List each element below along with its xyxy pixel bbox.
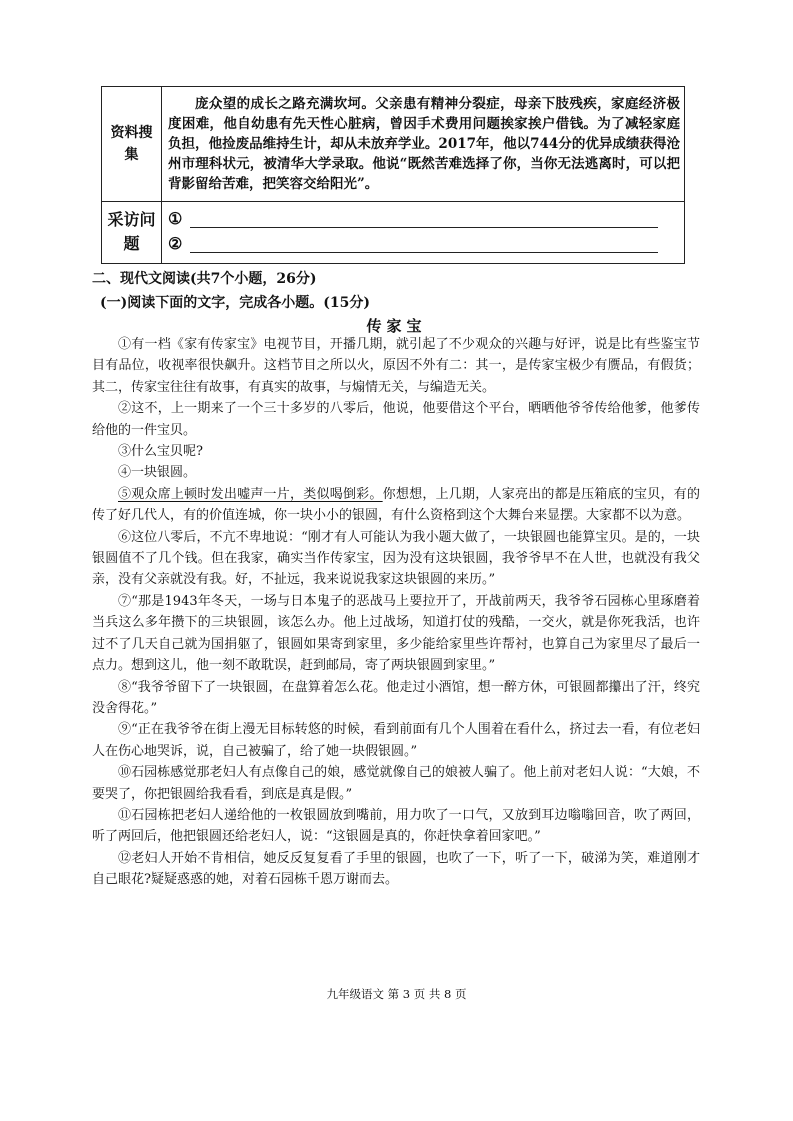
paragraph-12: ⑫老妇人开始不肯相信，她反反复复看了手里的银圆，也吹了一下，听了一下，破涕为笑，难道刚才自己眼花?疑疑惑惑的她，对着石园栋千恩万谢而去。 [92, 850, 700, 888]
material-text: 庞众望的成长之路充满坎坷。父亲患有精神分裂症，母亲下肢残疾，家庭经济极度困难，他自幼患有先天性心脏病，曾因手术费用问题挨家挨户借钱。为了减轻家庭负担，他捡废品维持生计，却从未放弃学业。2017年，他以744分的优异成绩获得沧州市理科状元，被清华大学录取。他说“既然苦难选择了你，当你无法逃离时，可以把背影留给苦难，把笑容交给阳光”。 [168, 96, 680, 192]
paragraph-7: ⑦“那是1943年冬天，一场与日本鬼子的恶战马上要拉开了，开战前两天，我爷爷石园栋心里琢磨着当兵这么多年攒下的三块银圆，该怎么办。他上过战场，知道打仗的残酷，一交火，就是你死我活，也许过不了几天自己就为国捐躯了，银圆如果寄到家里，多少能给家里些许帮衬，也算自己为家里尽了最后一点力。想到这儿，他一刻不敢耽误，赶到邮局，寄了两块银圆到家里。” [92, 593, 700, 674]
question-1-field[interactable] [168, 209, 658, 231]
paragraph-2: ②这不，上一期来了一个三十多岁的八零后，他说，他要借这个平台，晒晒他爷爷传给他爹，他爹传给他的一件宝贝。 [92, 401, 700, 438]
paragraph-4: ④一块银圆。 [118, 465, 197, 481]
answer-line-1 [190, 227, 658, 228]
paragraph-1: ①有一档《家有传家宝》电视节目，开播几期，就引起了不少观众的兴趣与好评，说是比有些鉴宝节目有品位，收视率很快飙升。这档节目之所以火，原因不外有二：其一，是传家宝极少有赝品，有假货；其二，传家宝往往有故事，有真实的故事，与煽情无关，与编造无关。 [92, 337, 700, 395]
paragraph-10: ⑩石园栋感觉那老妇人有点像自己的娘，感觉就像自己的娘被人骗了。他上前对老妇人说：“大娘，不要哭了，你把银圆给我看看，到底是真是假。” [92, 765, 700, 802]
question-1-number: ① [168, 209, 183, 228]
page-footer: 九年级语文 第 3 页 共 8 页 [326, 987, 467, 1001]
paragraph-8: ⑧“我爷爷留下了一块银圆，在盘算着怎么花。他走过小酒馆，想一醉方休，可银圆都攥出了汗，终究没舍得花。” [92, 679, 700, 716]
underlined-sentence: ⑤观众席上顿时发出嘘声一片，类似喝倒彩。 [118, 486, 383, 502]
paragraph-5-rest: 你想想，上几期，人家亮出的都是压箱底的宝贝，有的传了好几代人，有的价值连城，你一块小小的银圆，有什么资格到这个大舞台来显摆。大家都不以为意。 [92, 486, 700, 524]
paragraph-5 [92, 484, 700, 527]
section-heading: 二、现代文阅读(共7个小题，26分) [92, 271, 317, 287]
paragraph-3: ③什么宝贝呢? [118, 444, 203, 460]
table-row-material [102, 87, 684, 202]
info-table [101, 86, 685, 264]
question-2-field[interactable] [168, 234, 658, 256]
paragraph-6: ⑥这位八零后，不亢不卑地说：“刚才有人可能认为我小题大做了，一块银圆也能算宝贝。是的，一块银圆值不了几个钱。但在我家，确实当作传家宝，因为没有这块银圆，我爷爷早不在人世，也就没有我父亲，没有父亲就没有我。好，不扯远，我来说说我家这块银圆的来历。” [92, 529, 700, 588]
questions-label: 采访问题 [102, 201, 162, 263]
sub-heading: (一)阅读下面的文字，完成各小题。(15分) [100, 295, 370, 311]
material-label: 资料搜集 [102, 87, 162, 201]
answer-line-2 [190, 252, 658, 253]
paragraph-11: ⑪石园栋把老妇人递给他的一枚银圆放到嘴前，用力吹了一口气，又放到耳边嗡嗡回音，吹了两回，听了两回后，他把银圆还给老妇人，说：“这银圆是真的，你赶快拿着回家吧。” [92, 807, 700, 845]
question-2-number: ② [168, 234, 183, 253]
paragraph-9: ⑨“正在我爷爷在街上漫无目标转悠的时候，看到前面有几个人围着在看什么，挤过去一看，有位老妇人在伤心地哭诉，说，自己被骗了，给了她一块假银圆。” [92, 722, 700, 759]
article-body [92, 334, 700, 891]
article-title: 传家宝 [366, 317, 427, 335]
table-row-questions [102, 201, 684, 263]
